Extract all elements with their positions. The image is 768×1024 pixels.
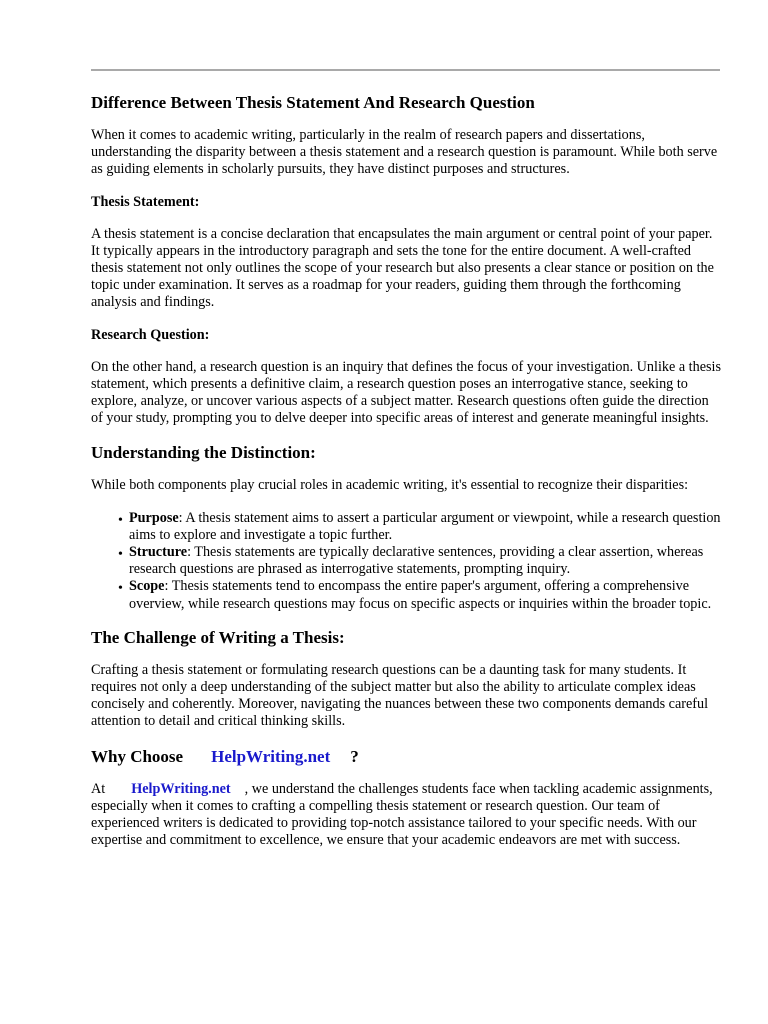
why-choose-suffix: ? — [350, 746, 359, 766]
research-heading: Research Question: — [91, 326, 210, 343]
list-item-text: : Thesis statements are typically declarative sentences, providing a clear assertion, whereas research questions are phrased as interrogative statements, prompting inquiry. — [129, 544, 704, 578]
list-item-term: Scope — [129, 578, 165, 595]
bullet-icon: • — [118, 547, 123, 563]
bullet-icon: • — [118, 581, 123, 597]
list-item — [91, 578, 721, 612]
challenge-paragraph: Crafting a thesis statement or formulating research questions can be a daunting task for many students. It requires not only a deep understanding of the subject matter but also the ability to articulate complex ideas concisely and coherently. Moreover, navigating the nuances between these two components demands careful attention to detail and critical thinking skills. — [91, 661, 709, 730]
list-item — [91, 544, 721, 578]
why-body-prefix: At — [91, 780, 106, 797]
list-item — [91, 510, 721, 544]
why-body-suffix: , we understand the challenges students face when tackling academic assignments, especially when it comes to crafting a compelling thesis statement or research question. Our team of experienced writers is dedicated to providing top-notch assistance tailored to your specific needs. With our expertise and commitment to excellence, we ensure that your academic endeavors are met with success. — [91, 780, 713, 849]
list-item-text: : A thesis statement aims to assert a particular argument or viewpoint, while a research question aims to explore and investigate a topic further. — [129, 509, 721, 543]
top-divider — [91, 69, 720, 71]
thesis-paragraph: A thesis statement is a concise declaration that encapsulates the main argument or central point of your paper. It typically appears in the introductory paragraph and sets the tone for the entire document. A well-crafted thesis statement not only outlines the scope of your research but also presents a clear stance or position on the topic under examination. It serves as a roadmap for your readers, guiding them through the forthcoming analysis and findings. — [91, 225, 714, 311]
why-choose-heading — [91, 746, 721, 768]
why-choose-paragraph — [91, 781, 721, 850]
intro-paragraph: When it comes to academic writing, particularly in the realm of research papers and dissertations, understanding the disparity between a thesis statement and a research question is paramount. While both serve as guiding elements in scholarly pursuits, they have distinct purposes and structures. — [91, 127, 718, 178]
helpwriting-heading-link[interactable]: HelpWriting.net — [211, 746, 331, 766]
document-page — [91, 90, 721, 864]
page-title: Difference Between Thesis Statement And Research Question — [91, 93, 535, 112]
list-item-term: Purpose — [129, 509, 179, 526]
list-item-text: : Thesis statements tend to encompass the entire paper's argument, offering a comprehensive overview, while research questions may focus on specific aspects or inquiries within the broader topic. — [129, 578, 712, 612]
research-paragraph: On the other hand, a research question is an inquiry that defines the focus of your investigation. Unlike a thesis statement, which presents a definitive claim, a research question poses an interrogative stance, seeking to explore, analyze, or uncover various aspects of a subject matter. Research questions often guide the direction of your study, prompting you to delve deeper into specific areas of interest and generate meaningful insights. — [91, 358, 721, 427]
challenge-heading: The Challenge of Writing a Thesis: — [91, 627, 345, 647]
bullet-icon: • — [118, 512, 123, 528]
helpwriting-body-link[interactable]: HelpWriting.net — [131, 780, 231, 797]
list-item-term: Structure — [129, 544, 188, 561]
distinction-intro: While both components play crucial roles in academic writing, it's essential to recognize their disparities: — [91, 477, 689, 494]
thesis-heading: Thesis Statement: — [91, 193, 200, 210]
why-choose-prefix: Why Choose — [91, 746, 184, 766]
distinction-heading: Understanding the Distinction: — [91, 443, 316, 463]
distinction-list — [91, 510, 721, 613]
